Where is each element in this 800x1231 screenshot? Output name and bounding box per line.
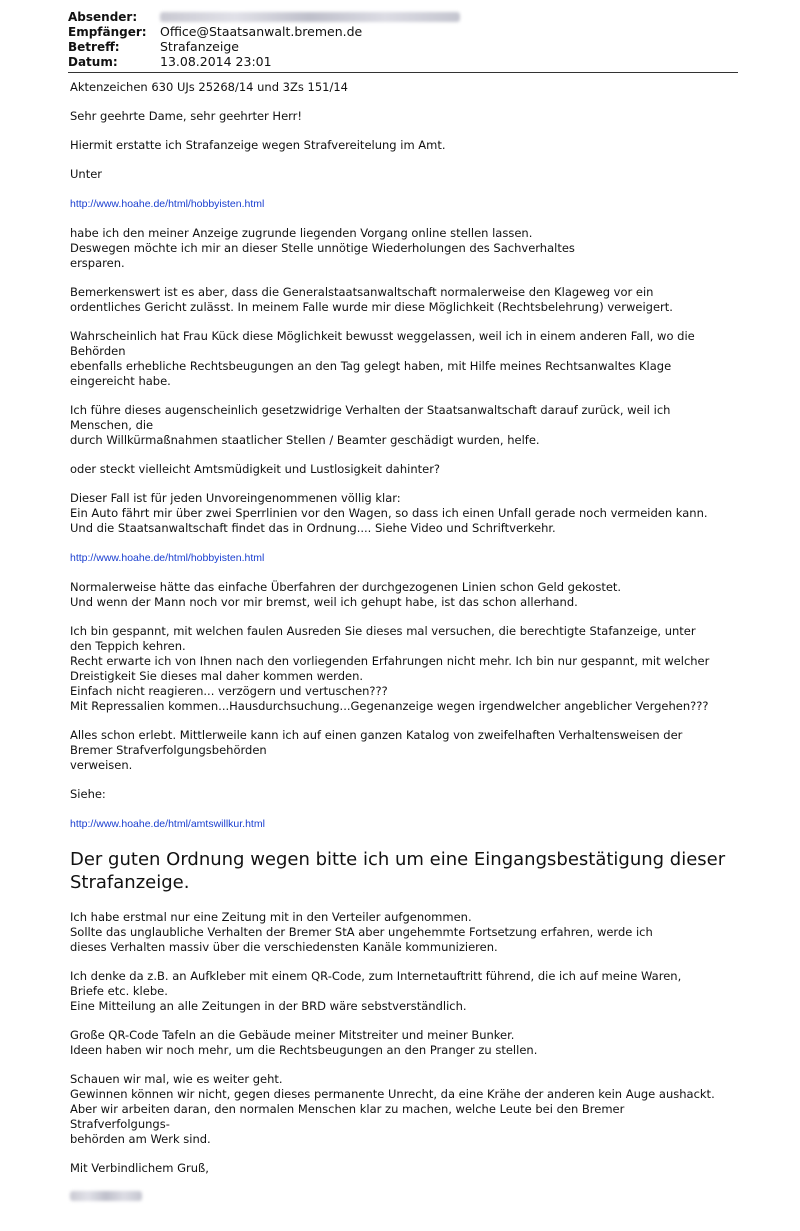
link-hobbyisten-2[interactable]: http://www.hoahe.de/html/hobbyisten.html <box>70 552 265 564</box>
salutation: Sehr geehrte Dame, sehr geehrter Herr! <box>70 109 303 123</box>
header-divider <box>68 72 738 73</box>
subject-value: Strafanzeige <box>160 39 239 54</box>
paragraph-11: Ich denke da z.B. an Aufkleber mit einem QR-Code, zum Internetauftritt führend, die ich auf meine Waren, Briefe etc. klebe. Eine Mitteilung an alle Zeitungen in der BRD wäre sebstverständlich. <box>70 969 682 1013</box>
reference-line: Aktenzeichen 630 UJs 25268/14 und 3Zs 151/14 <box>70 80 348 94</box>
paragraph-1: habe ich den meiner Anzeige zugrunde liegenden Vorgang online stellen lassen. Deswegen möchte ich mir an dieser Stelle unnötige Wiederholungen des Sachverhaltes ersparen. <box>70 226 575 270</box>
paragraph-9: Alles schon erlebt. Mittlerweile kann ich auf einen ganzen Katalog von zweifelhaften Verhaltensweisen der Bremer Strafverfolgungsbehörden verweisen. <box>70 728 683 772</box>
letter-body <box>70 80 740 1205</box>
paragraph-12: Große QR-Code Tafeln an die Gebäude meiner Mitstreiter und meiner Bunker. Ideen haben wir noch mehr, um die Rechtsbeugungen an den Pranger zu stellen. <box>70 1028 538 1057</box>
paragraph-7: Normalerweise hätte das einfache Überfahren der durchgezogenen Linien schon Geld gekostet. Und wenn der Mann noch vor mir bremst, weil ich gehupt habe, ist das schon allerhand. <box>70 580 622 609</box>
confirmation-heading: Der guten Ordnung wegen bitte ich um eine Eingangsbestätigung dieser Strafanzeige. <box>70 849 726 893</box>
date-label: Datum: <box>68 55 118 69</box>
closing-line: Mit Verbindlichem Gruß, <box>70 1161 209 1175</box>
paragraph-4: Ich führe dieses augenscheinlich gesetzwidrige Verhalten der Staatsanwaltschaft darauf zurück, weil ich Menschen, die durch Willkürmaßnahmen staatlicher Stellen / Beamter geschädigt wurden, helfe. <box>70 403 671 447</box>
link-hobbyisten-1[interactable]: http://www.hoahe.de/html/hobbyisten.html <box>70 198 265 210</box>
link-amtswillkur[interactable]: http://www.hoahe.de/html/amtswillkur.html <box>70 818 265 830</box>
signature-redacted <box>70 1190 740 1205</box>
date-value: 13.08.2014 23:01 <box>160 54 272 69</box>
paragraph-3: Wahrscheinlich hat Frau Kück diese Möglichkeit bewusst weggelassen, weil ich in einem anderen Fall, wo die Behörden ebenfalls erhebliche Rechtsbeugungen an den Tag gelegt haben, mit Hilfe meines Rechtsanwaltes Klage eingereicht habe. <box>70 329 695 388</box>
paragraph-10: Ich habe erstmal nur eine Zeitung mit in den Verteiler aufgenommen. Sollte das unglaubliche Verhalten der Bremer StA aber ungehemmte Fortsetzung erfahren, werde ich dieses Verhalten massiv über die verschiedensten Kanäle kommunizieren. <box>70 910 653 954</box>
paragraph-2: Bemerkenswert ist es aber, dass die Generalstaatsanwaltschaft normalerweise den Klageweg vor ein ordentliches Gericht zulässt. In meinem Falle wurde mir diese Möglichkeit (Rechtsbelehrung) verweigert. <box>70 285 673 314</box>
to-value: Office@Staatsanwalt.bremen.de <box>160 24 363 39</box>
subject-label: Betreff: <box>68 40 120 54</box>
paragraph-8: Ich bin gespannt, mit welchen faulen Ausreden Sie dieses mal versuchen, die berechtigte Stafanzeige, unter den Teppich kehren. Recht erwarte ich von Ihnen nach den vorliegenden Erfahrungen nicht mehr. Ich bin nur gespannt, mit welcher Dreistigkeit Sie dieses mal daher kommen werden. Einfach nicht reagieren... verzögern und vertuschen??? Mit Repressalien kommen...Hausdurchsuchung...Gegenanzeige wegen irgendwelcher angeblicher Vergehen??? <box>70 624 710 713</box>
siehe-line: Siehe: <box>70 787 106 801</box>
paragraph-6: Dieser Fall ist für jeden Unvoreingenommenen völlig klar: Ein Auto fährt mir über zwei Sperrlinien vor den Wagen, so dass ich einen Unfall gerade noch vermeiden kann. Und die Staatsanwaltschaft findet das in Ordnung.... Siehe Video und Schriftverkehr. <box>70 491 708 535</box>
paragraph-13: Schauen wir mal, wie es weiter geht. Gewinnen können wir nicht, gegen dieses permanente Unrecht, da eine Krähe der anderen kein Auge aushackt. Aber wir arbeiten daran, den normalen Menschen klar zu machen, welche Leute bei den Bremer Strafverfolgungs- behörden am Werk sind. <box>70 1072 715 1146</box>
paragraph-5: oder steckt vielleicht Amtsmüdigkeit und Lustlosigkeit dahinter? <box>70 462 441 476</box>
intro-paragraph: Hiermit erstatte ich Strafanzeige wegen Strafvereitelung im Amt. <box>70 138 446 152</box>
unter-line: Unter <box>70 167 103 181</box>
to-label: Empfänger: <box>68 25 147 39</box>
from-label: Absender: <box>68 10 138 24</box>
from-value-redacted <box>160 10 460 25</box>
